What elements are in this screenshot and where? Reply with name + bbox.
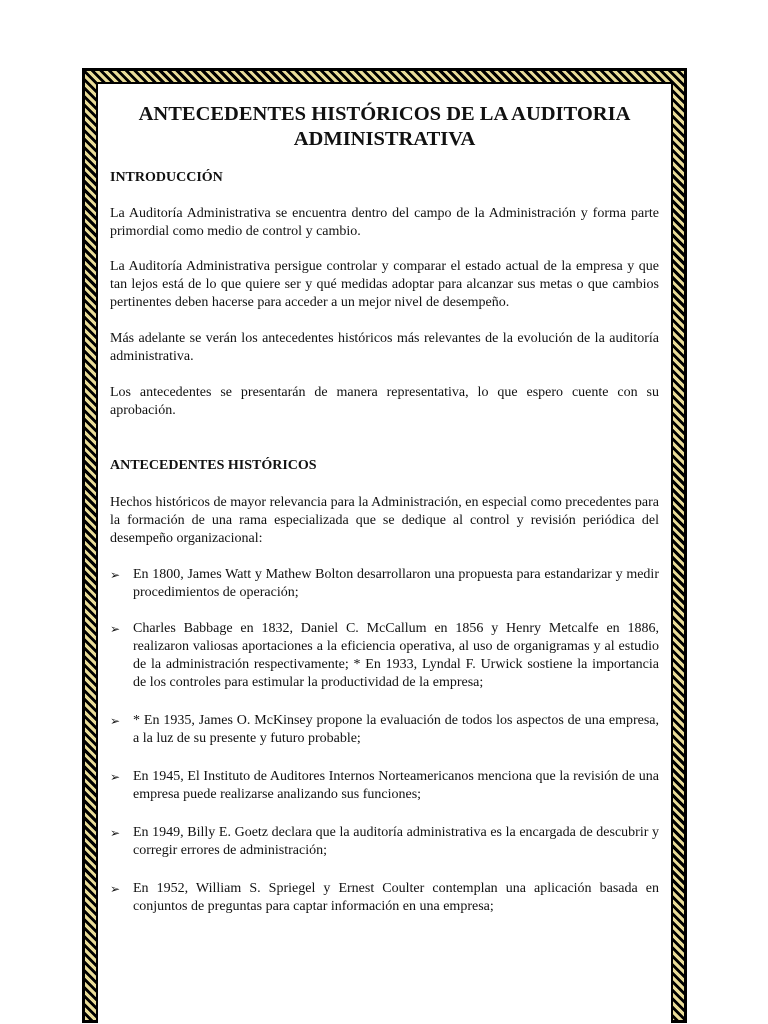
arrow-bullet-icon: ➢ [110,770,121,784]
arrow-bullet-icon: ➢ [110,714,121,728]
intro-paragraph-1: La Auditoría Administrativa se encuentra dentro del campo de la Administración y forma parte primordial como medio de control y cambio. [110,206,659,239]
intro-paragraph-4: Los antecedentes se presentarán de manera representativa, lo que espero cuente con su aprobación. [110,385,659,418]
bullet-item [110,880,659,916]
bullet-item [110,620,659,692]
arrow-bullet-icon: ➢ [110,882,121,896]
arrow-bullet-icon: ➢ [110,826,121,840]
history-bullet-list [110,566,659,916]
bullet-text: * En 1935, James O. McKinsey propone la evaluación de todos los aspectos de una empresa, a la luz de su presente y futuro probable; [133,713,659,746]
document-page [98,84,671,1023]
arrow-bullet-icon: ➢ [110,622,121,636]
decorative-border [82,68,687,1023]
arrow-bullet-icon: ➢ [110,568,121,582]
bullet-text: Charles Babbage en 1832, Daniel C. McCallum en 1856 y Henry Metcalfe en 1886, realizaron valiosas aportaciones a la eficiencia operativa, al uso de organigramas y al estudio de la administración respectivamente; * En 1933, Lyndal F. Urwick sostiene la importancia de los controles para estimular la productividad de la empresa; [133,621,659,690]
bullet-text: En 1800, James Watt y Mathew Bolton desarrollaron una propuesta para estandarizar y medir procedimientos de operación; [133,567,659,600]
bullet-text: En 1949, Billy E. Goetz declara que la auditoría administrativa es la encargada de descubrir y corregir errores de administración; [133,825,659,858]
history-paragraph: Hechos históricos de mayor relevancia para la Administración, en especial como precedentes para la formación de una rama especializada que se dedique al control y revisión periódica del desempeño organizacional: [110,495,659,546]
border-inner-line [96,82,673,1023]
bullet-item [110,566,659,602]
bullet-text: En 1945, El Instituto de Auditores Internos Norteamericanos menciona que la revisión de una empresa puede realizarse analizando sus funciones; [133,769,659,802]
title-line-2: ADMINISTRATIVA [293,128,476,150]
intro-paragraph-2: La Auditoría Administrativa persigue controlar y comparar el estado actual de la empresa y que tan lejos está de lo que quiere ser y qué medidas adoptar para alcanzar sus metas o que cambios pertinentes deben hacerse para acceder a un mejor nivel de desempeño. [110,259,659,310]
history-heading: ANTECEDENTES HISTÓRICOS [110,458,317,473]
bullet-item [110,768,659,804]
bullet-text: En 1952, William S. Spriegel y Ernest Coulter contemplan una aplicación basada en conjuntos de preguntas para captar información en una empresa; [133,881,659,914]
intro-heading: INTRODUCCIÓN [110,170,223,185]
intro-paragraph-3: Más adelante se verán los antecedentes históricos más relevantes de la evolución de la auditoría administrativa. [110,331,659,364]
title-line-1: ANTECEDENTES HISTÓRICOS DE LA AUDITORIA [138,103,631,125]
bullet-item [110,712,659,748]
bullet-item [110,824,659,860]
document-title [110,102,659,152]
